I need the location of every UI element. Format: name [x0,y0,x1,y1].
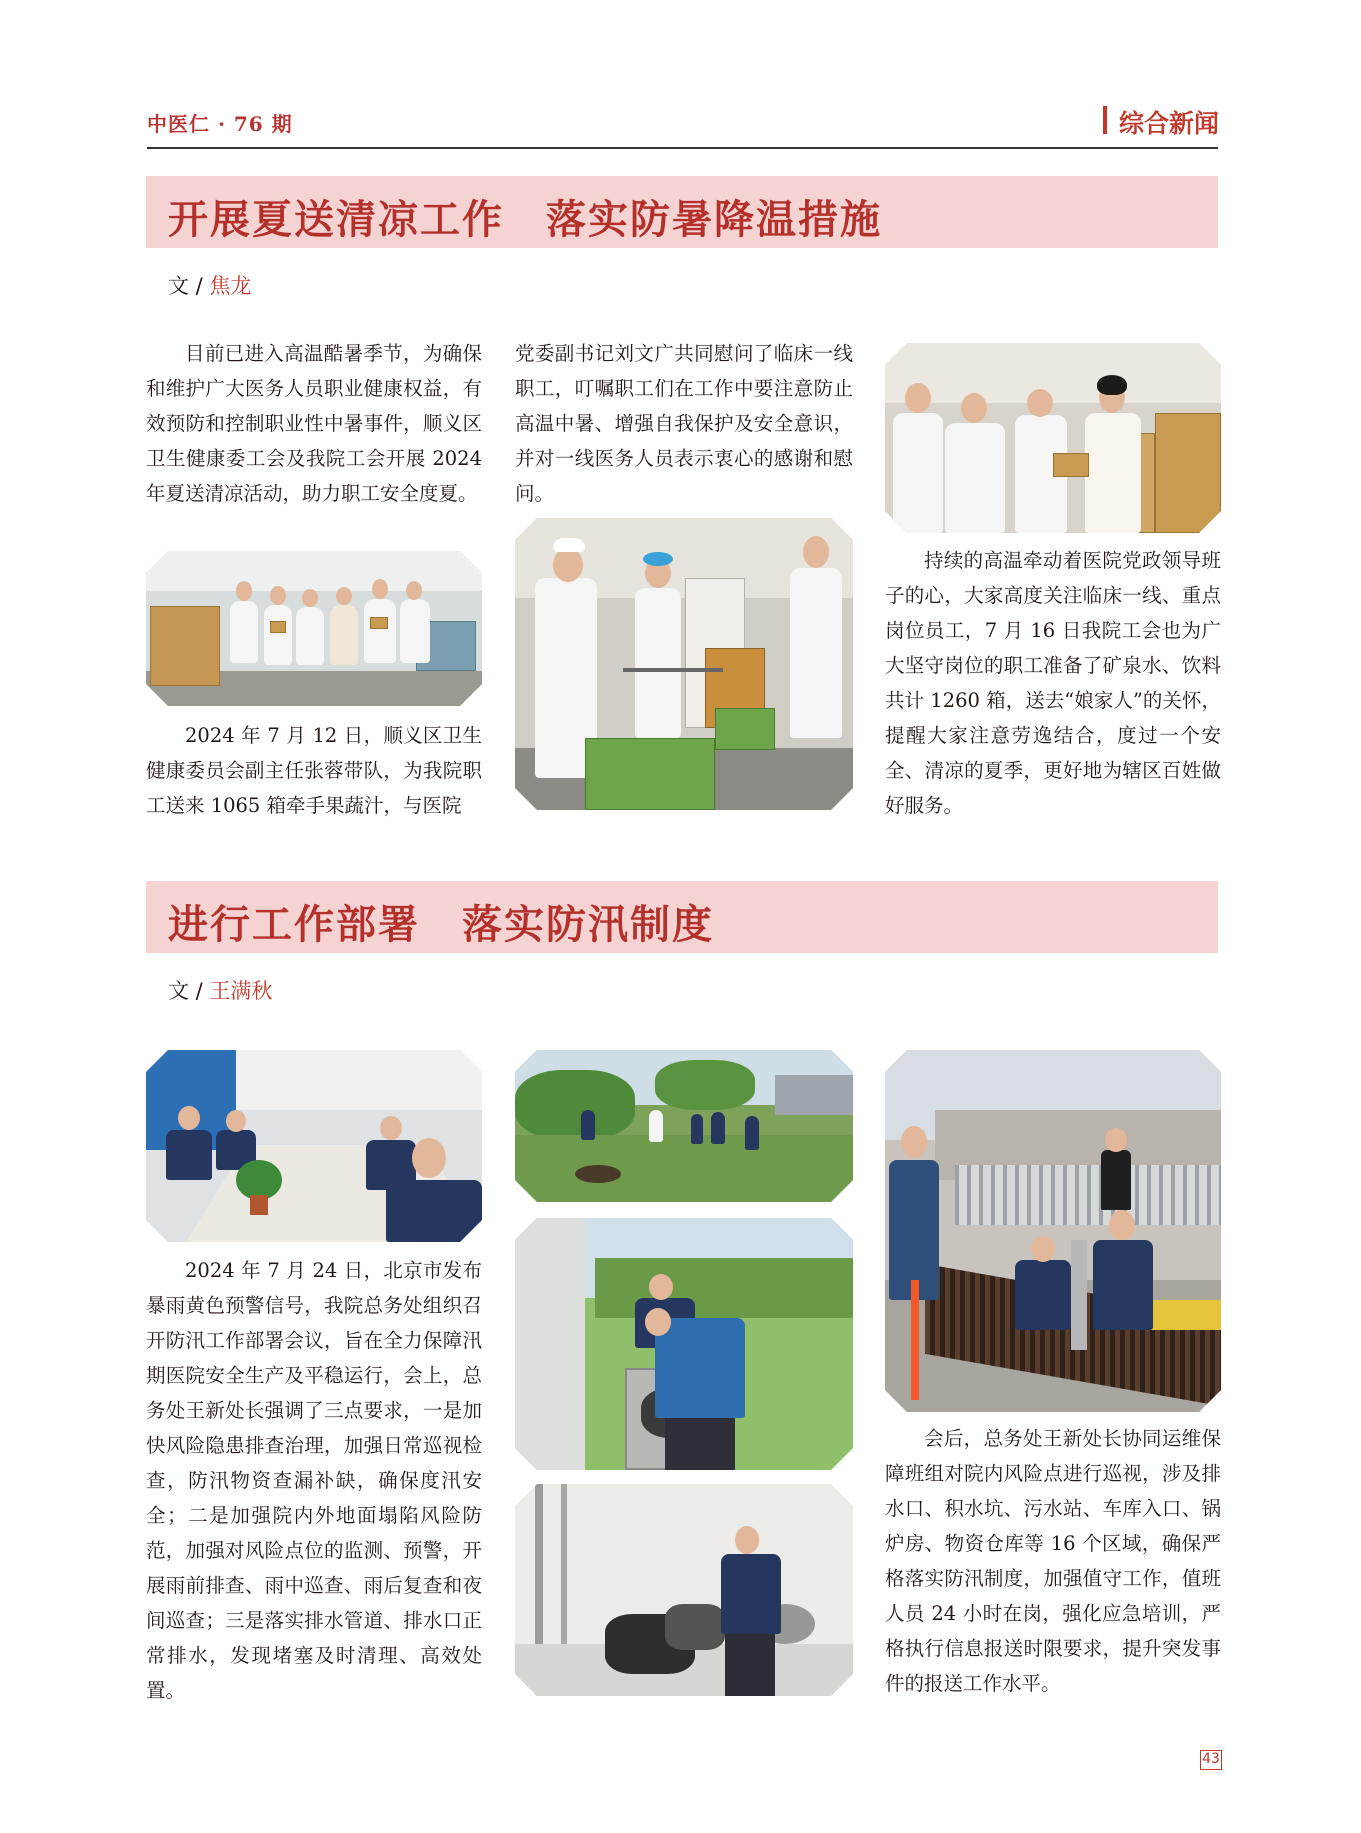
photo-nurses-carts [515,518,853,810]
section-label [1103,104,1219,140]
article1-paragraph-4: 持续的高温牵动着医院党政领导班子的心，大家高度关注临床一线、重点岗位员工，7 月 16 日我院工会也为广大坚守岗位的职工准备了矿泉水、饮料共计 1260 箱，送去“娘家人”的关怀，提醒大家注意劳逸结合，度过一个安全、清凉的夏季，更好地为辖区百姓做好服务。 [885,549,1221,817]
photo-lawn-inspection [515,1050,853,1202]
photo-drain-inspection [515,1218,853,1470]
header-rule [147,147,1218,149]
section-bar [1103,106,1107,134]
article1-paragraph-3: 党委副书记刘文广共同慰问了临床一线职工，叮嘱职工们在工作中要注意防止高温中暑、增强自我保护及安全意识，并对一线医务人员表示衷心的感谢和慰问。 [515,342,853,505]
article1-paragraph-1: 目前已进入高温酷暑季节，为确保和维护广大医务人员职业健康权益，有效预防和控制职业性中暑事件，顺义区卫生健康委工会及我院工会开展 2024 年夏送清凉活动，助力职工安全度夏。 [146,342,482,505]
article2-byline [168,975,272,1005]
page-number: 43 [1200,1750,1222,1770]
article2-title: 进行工作部署 落实防汛制度 [168,901,714,948]
section-text: 综合新闻 [1118,109,1219,138]
photo-drain-grate [885,1050,1221,1412]
article1-title: 开展夏送清凉工作 落实防暑降温措施 [168,196,882,243]
article1-paragraph-2: 2024 年 7 月 12 日，顺义区卫生健康委员会副主任张蓉带队，为我院职工送来 1065 箱牵手果蔬汁，与医院 [146,724,482,817]
byline-prefix: 文 / [168,274,210,298]
journal-issue: 中医仁 · 76 期 [147,112,293,136]
article2-paragraph-1: 2024 年 7 月 24 日，北京市发布暴雨黄色预警信号，我院总务处组织召开防汛工作部署会议，旨在全力保障汛期医院安全生产及平稳运行，会上，总务处王新处长强调了三点要求，一是加快风险隐患排查治理，加强日常巡视检查，防汛物资查漏补缺，确保度汛安全；二是加强院内外地面塌陷风险防范，加强对风险点位的监测、预警，开展雨前排查、雨中巡查、雨后复查和夜间巡查；三是落实排水管道、排水口正常排水，发现堵塞及时清理、高效处置。 [146,1259,482,1702]
article2-banner [146,881,1218,953]
article2-paragraph-2: 会后，总务处王新处长协同运维保障班组对院内风险点进行巡视，涉及排水口、积水坑、污水站、车库入口、锅炉房、物资仓库等 16 个区域，确保严格落实防汛制度，加强值守工作，值班人员 24 小时在岗，强化应急培训，严格执行信息报送时限要求，提升突发事件的报送工作水平。 [885,1427,1221,1695]
byline-prefix: 文 / [168,979,210,1003]
article1-author: 焦龙 [209,274,252,298]
photo-meeting-room [146,1050,482,1242]
article2-author: 王满秋 [209,979,273,1003]
article1-banner [146,176,1218,248]
photo-group-warehouse [146,551,482,706]
photo-handing-boxes [885,343,1221,533]
article1-byline [168,270,251,300]
photo-storage-room [515,1484,853,1696]
